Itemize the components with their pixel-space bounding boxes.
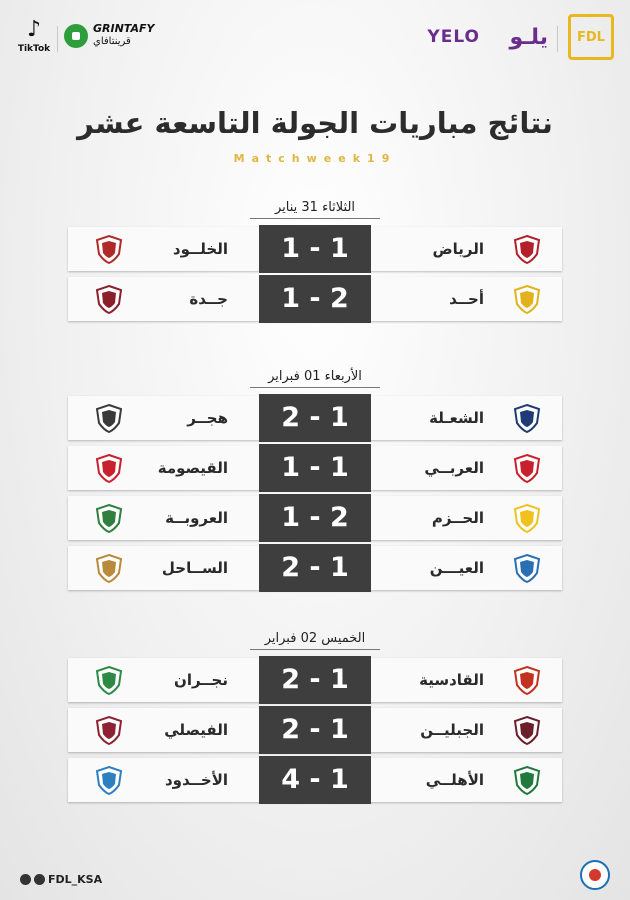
match-score: 2 - 1 <box>259 656 371 704</box>
home-team-name: الأهلــي <box>425 771 484 789</box>
match-row <box>68 708 562 752</box>
match-date: الثلاثاء 31 يناير <box>274 200 356 215</box>
tiktok-logo <box>14 18 54 54</box>
match-row <box>68 446 562 490</box>
match-score: 1 - 2 <box>259 494 371 542</box>
page-subtitle: Matchweek19 <box>233 152 397 165</box>
away-team-logo-icon <box>94 765 124 795</box>
home-team-logo-icon <box>512 553 542 583</box>
tiktok-icon: ♪ <box>26 17 42 42</box>
football-icon <box>64 24 88 48</box>
match-row <box>68 546 562 590</box>
away-team-logo-icon <box>94 553 124 583</box>
grintafy-logo <box>64 20 154 52</box>
page-title: نتائج مباريات الجولة التاسعة عشر <box>77 106 553 140</box>
home-team-name: القادسية <box>419 671 484 689</box>
away-team-name: جــدة <box>189 290 228 308</box>
home-team-logo-icon <box>512 403 542 433</box>
home-team-name: الجبليــن <box>420 721 484 739</box>
home-team-name: العربــي <box>424 459 484 477</box>
away-team-name: الأخــدود <box>164 771 228 789</box>
away-team-name: القيصومة <box>157 459 228 477</box>
away-team-name: هجــر <box>187 409 228 427</box>
grintafy-label: GRINTAFY <box>93 22 155 35</box>
away-team-logo-icon <box>94 284 124 314</box>
match-row <box>68 658 562 702</box>
match-row <box>68 396 562 440</box>
home-team-logo-icon <box>512 503 542 533</box>
away-team-logo-icon <box>94 665 124 695</box>
match-row <box>68 496 562 540</box>
home-team-logo-icon <box>512 453 542 483</box>
home-team-logo-icon <box>512 665 542 695</box>
away-team-name: الفيصلي <box>164 721 228 739</box>
home-team-name: الشعـلة <box>429 409 484 427</box>
match-score: 1 - 1 <box>259 225 371 273</box>
match-score: 2 - 1 <box>259 706 371 754</box>
yelo-logo-arabic: يلـو <box>509 25 548 50</box>
date-underline <box>250 387 380 388</box>
match-score: 2 - 1 <box>259 394 371 442</box>
home-team-name: العيـــن <box>429 559 484 577</box>
fdl-logo: FDL <box>568 14 614 60</box>
away-team-logo-icon <box>94 503 124 533</box>
away-team-logo-icon <box>94 403 124 433</box>
divider <box>57 26 58 52</box>
match-score: 2 - 1 <box>259 544 371 592</box>
match-row <box>68 277 562 321</box>
away-team-logo-icon <box>94 715 124 745</box>
home-team-logo-icon <box>512 234 542 264</box>
home-team-logo-icon <box>512 715 542 745</box>
tiktok-label: TikTok <box>17 44 51 54</box>
match-date: الخميس 02 فبراير <box>264 631 366 646</box>
yelo-logo: YELO <box>427 27 480 47</box>
home-team-name: الرياض <box>432 240 484 258</box>
divider <box>557 26 558 52</box>
header <box>0 0 630 70</box>
date-underline <box>250 218 380 219</box>
date-underline <box>250 649 380 650</box>
league-logo <box>580 860 610 890</box>
grintafy-label-arabic: قرينتافاي <box>93 36 131 47</box>
handle-label: FDL_KSA <box>48 873 103 886</box>
away-team-name: الســاحل <box>161 559 228 577</box>
home-team-name: أحــد <box>449 290 484 308</box>
home-team-name: الحــزم <box>431 509 484 527</box>
away-team-logo-icon <box>94 234 124 264</box>
away-team-logo-icon <box>94 453 124 483</box>
match-row <box>68 758 562 802</box>
away-team-name: نجــران <box>174 671 228 689</box>
away-team-name: العروبــة <box>165 509 228 527</box>
away-team-name: الخلــود <box>172 240 228 258</box>
match-date: الأربعاء 01 فبراير <box>268 369 362 384</box>
match-score: 1 - 1 <box>259 444 371 492</box>
home-team-logo-icon <box>512 284 542 314</box>
instagram-icon <box>20 874 31 885</box>
social-handle <box>20 873 102 886</box>
match-row <box>68 227 562 271</box>
match-score: 4 - 1 <box>259 756 371 804</box>
match-score: 1 - 2 <box>259 275 371 323</box>
twitter-icon <box>34 874 45 885</box>
home-team-logo-icon <box>512 765 542 795</box>
